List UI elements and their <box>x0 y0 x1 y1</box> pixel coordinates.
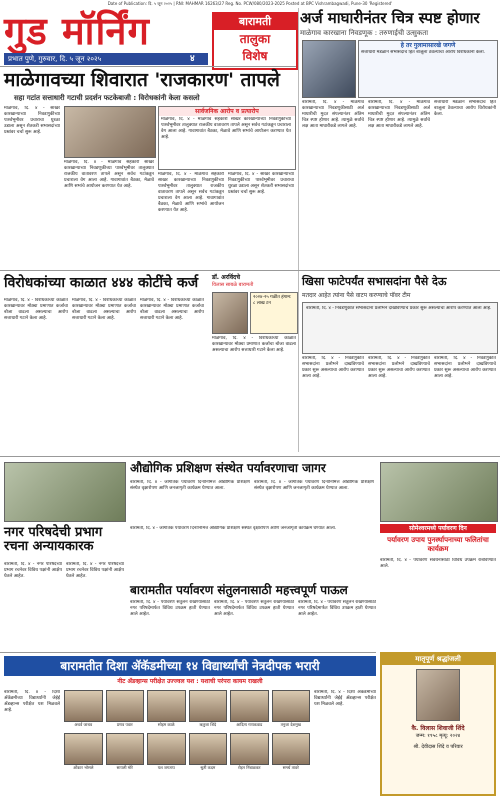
iti-column-2: बारामती, दि. ४ - जागतिक पर्यावरण दिनानिमित्त औद्योगिक प्रशिक्षण संस्थेत वृक्षारोपण आणि जनजागृती कार्यक्रम घेण्यात आला. <box>254 480 374 491</box>
student-name: आदित्य गायकवाड <box>236 722 263 727</box>
masthead-date: प्रभात पुणे, गुरुवार, दि. ५ जून २०२५ <box>4 53 208 65</box>
student-name: सोहम काळे <box>157 722 175 727</box>
student-photo <box>64 690 103 722</box>
special-section-badge <box>212 12 298 70</box>
student-photo-grid <box>64 690 310 773</box>
academy-body: बारामती, दि. ४ - दिशा ॲकॅडमीच्या विद्यार्थ्यांनी जेईई ॲडव्हान्स परीक्षेत यश मिळवले आहे. <box>4 690 60 713</box>
top-right-headline: अर्ज माघारीनंतर चित्र स्पष्ट होणार <box>300 9 480 27</box>
khisa-subheadline: मतदार आहेत त्यांना पैसे वाटप करण्याचे पॉवर टीम <box>302 292 411 299</box>
student-card <box>64 690 103 730</box>
environment-column-1: बारामती, दि. ४ - पर्यावरण संतुलन राखण्यासाठी नगर परिषदेमार्फत विविध उपक्रम हाती घेण्यात आले आहेत. <box>130 600 210 617</box>
student-photo <box>189 733 228 765</box>
ward-column-2: बारामती, दि. ४ - नगर परिषदेच्या प्रभाग रचनेवर विविध पक्षांनी आक्षेप घेतले आहेत. <box>66 562 124 579</box>
lead-headline: माळेगावच्या शिवारात 'राजकारण' तापले <box>4 69 280 91</box>
special-label-1: बारामती <box>214 14 296 30</box>
lead-box-body: माळेगाव, दि. ४ - माळेगाव सहकारी साखर कारखान्याच्या निवडणुकीच्या पार्श्वभूमीवर तालुक्यात राजकीय वातावरण तापले असून सर्वच गटांकडून प्रचाराला वेग आला आहे. गावागावांत बैठका, मेळावे आणि सभांचे आयोजन करण्यात येत आहे. <box>161 117 291 140</box>
student-name: अथर्व जाधव <box>74 722 93 727</box>
environment-headline: बारामतीत पर्यावरण संतुलनासाठी महत्त्वपूर्ण पाऊल <box>130 583 348 597</box>
student-card <box>272 690 311 730</box>
debt-column-3: माळेगाव, दि. ४ - विरोधकांच्या काळात कारखान्यावर मोठ्या प्रमाणात कर्जाचा बोजा वाढला असल्याचा आरोप सत्ताधारी गटाने केला आहे. <box>140 298 204 321</box>
student-card <box>272 733 311 773</box>
student-name: प्रणव पवार <box>116 722 133 727</box>
callout-title: हे तर गुलामासारखे जगणे <box>400 42 456 49</box>
khisa-column-1: बारामती, दि. ४ - निवडणुकीत सभासदांना प्रलोभने दाखविण्याचे प्रकार सुरू असल्याचा आरोप करण्यात आला आहे. <box>302 356 364 379</box>
student-card <box>230 690 269 730</box>
special-label-2: तालुका <box>239 32 271 46</box>
publication-line: Date of Publication: दि. ५ जून २०२५ | RNI: MAHMAR 16263/27 Reg. No. PCW/080/2023-2025 Posted at BPC Vishrambagwadi, Pune-30 'Registered' <box>107 1 393 6</box>
student-photo <box>106 690 145 722</box>
lead-column-1: माळेगाव, दि. ४ - साखर कारखान्याच्या निवडणुकीच्या पार्श्वभूमीवर प्रचाराचा धुरळा उडाला असून शेतकरी सभासदांच्या प्रश्नांवर चर्चा सुरू आहे. <box>4 106 60 135</box>
lead-box <box>158 106 296 170</box>
profile-name: डॉ. अरविंदचे <box>212 274 241 281</box>
side-news-body: बारामती, दि. ४ - पर्यावरण संवर्धनासाठी विविध उपक्रम राबविण्यात आले. <box>380 558 496 569</box>
student-name: ऋतुजा शिंदे <box>199 722 217 727</box>
academy-column-2: बारामती, दि. ४ - दिशा ॲकॅडमीच्या विद्यार्थ्यांनी जेईई ॲडव्हान्स परीक्षेत यश मिळवले आहे. <box>314 690 376 707</box>
student-card <box>189 733 228 773</box>
environment-column-3: बारामती, दि. ४ - पर्यावरण संतुलन राखण्यासाठी नगर परिषदेमार्फत विविध उपक्रम हाती घेण्यात आले आहेत. <box>298 600 376 617</box>
iti-headline: औद्योगिक प्रशिक्षण संस्थेत पर्यावरणाचा जागर <box>130 461 326 475</box>
debt-column-1: माळेगाव, दि. ४ - विरोधकांच्या काळात कारखान्यावर मोठ्या प्रमाणात कर्जाचा बोजा वाढला असल्याचा आरोप सत्ताधारी गटाने केला आहे. <box>4 298 68 321</box>
lead-photo-1 <box>64 106 156 158</box>
right-column-3: सत्ताधारी मंडळाने सभासदांचे हित बाजूला ठेवल्याचा आरोप विरोधकांनी केला. <box>434 100 496 117</box>
student-name: श्रुती कदम <box>200 765 216 770</box>
khisa-quote: बारामती, दि. ४ - निवडणुकीत सभासदांना प्रलोभने दाखविण्याचे प्रकार सुरू असल्याचा आरोप करण्यात आला आहे. <box>306 306 492 311</box>
ward-column-1: बारामती, दि. ४ - नगर परिषदेच्या प्रभाग रचनेवर विविध पक्षांनी आक्षेप घेतले आहेत. <box>4 562 62 579</box>
right-column-1: बारामती, दि. ४ - माळेगाव कारखान्याच्या निवडणुकीसाठी अर्ज माघारीची मुदत संपल्यानंतर अंतिम चित्र स्पष्ट होणार आहे. त्यामुळे सर्वांचे लक्ष आता माघारीकडे लागले आहे. <box>302 100 364 129</box>
khisa-column-3: बारामती, दि. ४ - निवडणुकीत सभासदांना प्रलोभने दाखविण्याचे प्रकार सुरू असल्याचा आरोप करण्यात आला आहे. <box>434 356 496 379</box>
student-photo <box>147 733 186 765</box>
student-photo <box>272 690 311 722</box>
iti-column-1: बारामती, दि. ४ - जागतिक पर्यावरण दिनानिमित्त औद्योगिक प्रशिक्षण संस्थेत वृक्षारोपण आणि जनजागृती कार्यक्रम घेण्यात आला. <box>130 480 250 491</box>
side-news-headline: पर्यावरण उपाय पुनर्स्थापनाच्या फलितांचा कार्यक्रम <box>387 536 489 553</box>
student-card <box>230 733 269 773</box>
callout-body: सत्ताधारी मंडळाने सभासदांचे हित बाजूला ठेवल्याचा आरोप विरोधकांनी केला. <box>361 50 486 55</box>
ad-family: श्री. देवीदास शिंदे व परिवार <box>413 744 463 750</box>
top-right-story <box>300 8 496 38</box>
lead-column-2: माळेगाव, दि. ४ - माळेगाव सहकारी साखर कारखान्याच्या निवडणुकीच्या पार्श्वभूमीवर तालुक्यात राजकीय वातावरण तापले असून सर्वच गटांकडून प्रचाराला वेग आला आहे. गावागावांत बैठका, मेळावे आणि सभांचे आयोजन करण्यात येत आहे. <box>64 160 154 189</box>
student-name: तनुजा देशमुख <box>280 722 301 727</box>
student-card <box>147 690 186 730</box>
iti-column-3: बारामती, दि. ४ - जागतिक पर्यावरण दिनानिमित्त औद्योगिक प्रशिक्षण संस्थेत वृक्षारोपण आणि जनजागृती कार्यक्रम घेण्यात आला. <box>130 526 337 531</box>
environment-column-2: बारामती, दि. ४ - पर्यावरण संतुलन राखण्यासाठी नगर परिषदेमार्फत विविध उपक्रम हाती घेण्यात आले आहेत. <box>214 600 294 617</box>
student-photo <box>64 733 103 765</box>
student-photo <box>189 690 228 722</box>
ad-name: कै. विलास शिवाजी शिंदे <box>411 725 465 732</box>
academy-headline: बारामतीत दिशा ॲकॅडमीच्या १४ विद्यार्थ्यांची नेत्रदीपक भरारी <box>4 656 376 676</box>
newspaper-title: गुड मॉर्निंग <box>4 8 150 53</box>
student-card <box>189 690 228 730</box>
student-card <box>64 733 103 773</box>
student-card <box>106 733 145 773</box>
side-news-tag: सोमेश्वरमध्ये पर्यावरण दिन <box>380 524 496 533</box>
right-story-photo <box>302 40 356 98</box>
student-name: समर्थ तावरे <box>282 765 299 770</box>
ad-title: मातृपूर्ण श्रद्धांजली <box>382 654 494 665</box>
lead-subheadline: सहा गटांत सत्ताधारी गटाची प्रदर्शन फटकेबाजी : विरोधकांनी केला कसलो <box>14 94 200 102</box>
debt-column-2: माळेगाव, दि. ४ - विरोधकांच्या काळात कारखान्यावर मोठ्या प्रमाणात कर्जाचा बोजा वाढला असल्याचा आरोप सत्ताधारी गटाने केला आहे. <box>72 298 136 321</box>
memorial-advertisement <box>380 652 496 796</box>
debt-headline: विरोधकांच्या काळात ४४४ कोटींचे कर्ज <box>4 275 199 291</box>
student-photo <box>147 690 186 722</box>
right-column-2: बारामती, दि. ४ - माळेगाव कारखान्याच्या निवडणुकीसाठी अर्ज माघारीची मुदत संपल्यानंतर अंतिम चित्र स्पष्ट होणार आहे. त्यामुळे सर्वांचे लक्ष आता माघारीकडे लागले आहे. <box>368 100 430 129</box>
top-right-subheadline: माळेगाव कारखाना निवडणूक : तरुणाईची उत्सुकता <box>300 29 429 37</box>
lead-column-4: माळेगाव, दि. ४ - साखर कारखान्याच्या निवडणुकीच्या पार्श्वभूमीवर प्रचाराचा धुरळा उडाला असून शेतकरी सभासदांच्या प्रश्नांवर चर्चा सुरू आहे. <box>228 172 294 195</box>
profile-body: माळेगाव, दि. ४ - विरोधकांच्या काळात कारखान्यावर मोठ्या प्रमाणात कर्जाचा बोजा वाढला असल्याचा आरोप सत्ताधारी गटाने केला आहे. <box>212 336 296 353</box>
profile-stats: २०२४-२५ गळीत हंगाम: ८ लाख टन <box>253 295 292 306</box>
profile-photo <box>212 292 248 334</box>
ad-dates: जन्म: १९५८ मृत्यू: २०२४ <box>415 733 461 739</box>
page-number: ४ <box>190 54 195 64</box>
khisa-column-2: बारामती, दि. ४ - निवडणुकीत सभासदांना प्रलोभने दाखविण्याचे प्रकार सुरू असल्याचा आरोप करण्यात आला आहे. <box>368 356 430 379</box>
student-name: यश जगताप <box>157 765 175 770</box>
callout-box <box>358 40 498 98</box>
academy-subheadline: नीट ॲडव्हान्स परीक्षेत उज्ज्वल यश : यशाची परंपरा कायम राखली <box>117 678 263 685</box>
side-photo <box>380 462 498 522</box>
lead-column-3: माळेगाव, दि. ४ - माळेगाव सहकारी साखर कारखान्याच्या निवडणुकीच्या पार्श्वभूमीवर तालुक्यात राजकीय वातावरण तापले असून सर्वच गटांकडून प्रचाराला वेग आला आहे. गावागावांत बैठका, मेळावे आणि सभांचे आयोजन करण्यात येत आहे. <box>158 172 224 213</box>
special-label-3: विशेष <box>242 49 268 63</box>
student-photo <box>230 690 269 722</box>
student-photo <box>230 733 269 765</box>
student-photo <box>106 733 145 765</box>
student-name: रोहन निंबाळकर <box>237 765 261 770</box>
ward-headline: नगर परिषदेची प्रभाग रचना अन्यायकारक <box>4 525 103 555</box>
iti-photo <box>4 462 126 522</box>
ad-portrait <box>416 669 460 721</box>
student-card <box>106 690 145 730</box>
student-photo <box>272 733 311 765</box>
lead-box-title: सार्वजनिक आरोप व प्रत्यारोप <box>159 107 295 116</box>
student-name: ओंकार भोसले <box>73 765 94 770</box>
profile-stats-box <box>250 292 298 334</box>
khisa-headline: खिसा फाटेपर्यंत सभासदांना पैसे देऊ <box>302 275 447 288</box>
student-card <box>147 733 186 773</box>
khisa-quote-box <box>302 302 498 354</box>
student-name: सायली मोरे <box>116 765 133 770</box>
profile-caption: विलास साबळे बारामती <box>212 282 254 288</box>
